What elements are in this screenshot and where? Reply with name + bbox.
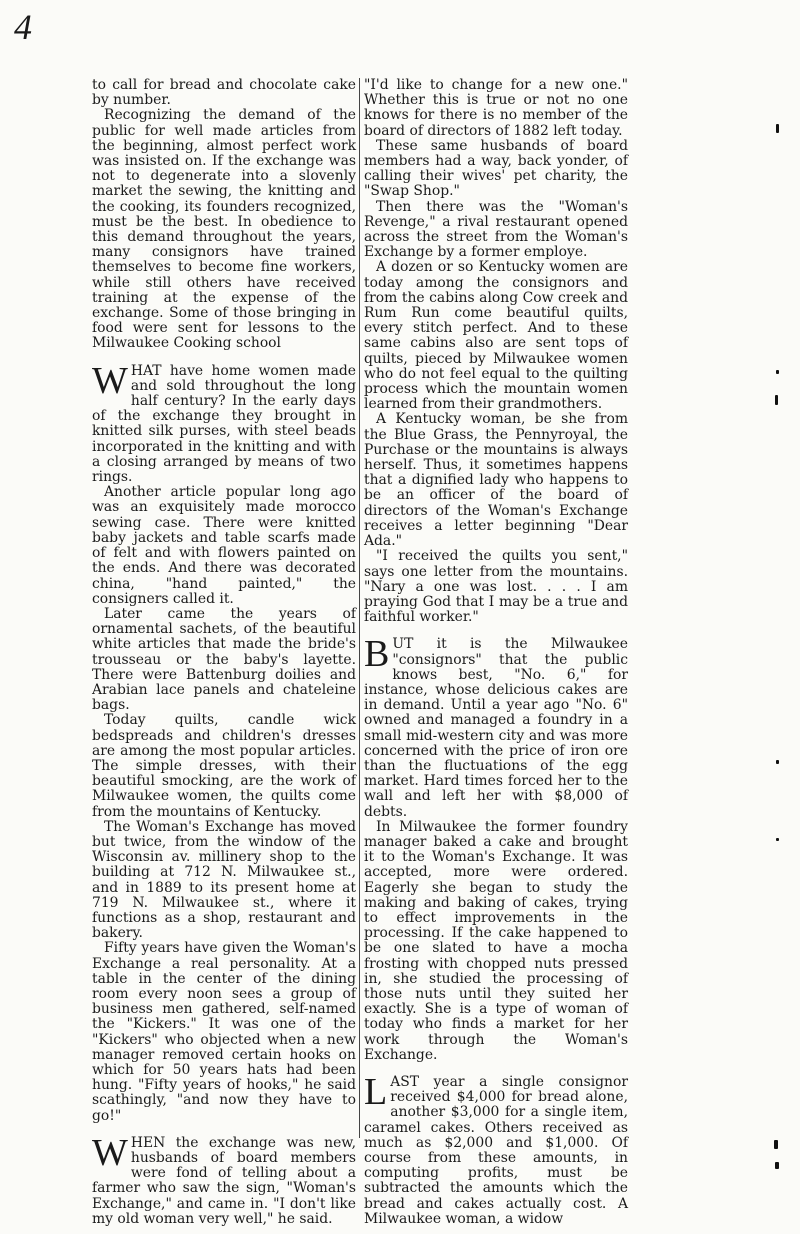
right-column [364,78,628,1227]
paragraph: to call for bread and chocolate cake by number. [92,77,356,109]
section-paragraph [364,633,628,820]
margin-mark [775,1162,779,1169]
drop-cap: W [92,359,128,402]
paragraph: Fifty years have given the Woman's Exchange a real personality. At a table in the center of the dining room every noon sees a group of business men gathered, self-named the "Kickers." It was one of the "Kickers" who objected when a new manager removed certain hooks on which for 50 years hats had been hung. "Fifty years of hooks," he said scathingly, "and now they have to go!" [92,940,356,1124]
paragraph: "I received the quilts you sent," says one letter from the mountains. "Nary a one was lost. . . . I am praying God that I may be a true and faithful worker." [364,548,628,626]
paragraph: A Kentucky woman, be she from the Blue Grass, the Pennyroyal, the Purchase or the mountains is always herself. Thus, it sometimes happens that a dignified lady who happens to be an officer of the board of directors of the Woman's Exchange receives a letter beginning "Dear Ada." [364,411,628,550]
margin-mark [774,1140,778,1149]
margin-mark [776,838,779,841]
drop-cap: B [364,633,390,676]
margin-mark [776,124,779,133]
paragraph: Another article popular long ago was an exquisitely made morocco sewing case. There were knitted baby jackets and table scarfs made of felt and with flowers painted on the ends. And there was decorated china, "hand painted," the consigners called it. [92,484,356,607]
section-paragraph [92,359,356,486]
left-column [92,78,356,1227]
paragraph: The Woman's Exchange has moved but twice, from the window of the Wisconsin av. millinery shop to the building at 712 N. Milwaukee st., and in 1889 to its present home at 719 N. Milwaukee st., where it functions as a shop, restaurant and bakery. [92,818,356,942]
paragraph: Recognizing the demand of the public for well made articles from the beginning, almost perfect work was insisted on. If the exchange was not to degenerate into a slovenly market the sewing, the knitting and the cooking, its founders recognized, must be the best. In obedience to this demand throughout the years, many consignors have trained themselves to become fine workers, while still others have received training at the expense of the exchange. Some of those bringing in food were sent for lessons to the Milwaukee Cooking school [92,107,356,352]
section-paragraph [92,1131,356,1227]
paragraph: These same husbands of board members had a way, back yonder, of calling their wives' pet charity, the "Swap Shop." [364,137,628,200]
paragraph: Later came the years of ornamental sachets, of the beautiful white articles that made the bride's trousseau or the baby's layette. There were Battenburg doilies and Arabian lace panels and chateleine bags. [92,605,356,714]
section-text: HAT have home women made and sold throughout the long half century? In the early days of the exchange they brought in knitted silk purses, with steel beads incorporated in the knitting and with a closing arranged by means of two rings. [92,362,356,486]
paragraph: Then there was the "Woman's Revenge," a rival restaurant opened across the street from the Woman's Exchange by a former employe. [364,198,628,261]
section-text: UT it is the Milwaukee "consignors" that the public knows best, "No. 6," for instance, whose delicious cakes are in demand. Until a year ago "No. 6" owned and managed a foundry in a small mid-western city and was more concerned with the price of iron ore than the fluctuations of the egg market. Hard times forced her to the wall and left her with $8,000 of debts. [364,636,628,820]
section-paragraph [364,1071,628,1227]
section-text: HEN the exchange was new, husbands of board members were fond of telling about a farmer who saw the sign, "Woman's Exchange," and came in. "I don't like my old woman very well," he said. [92,1134,356,1227]
section-text: AST year a single consignor received $4,000 for bread alone, another $3,000 for a single item, caramel cakes. Others received as much as $2,000 and $1,000. Of course from these amounts, in computing profits, must be subtracted the amounts which the bread and cakes actually cost. A Milwaukee woman, a widow [364,1074,628,1227]
paragraph: "I'd like to change for a new one." Whether this is true or not no one knows for there is no member of the board of directors of 1882 left today. [364,77,628,139]
drop-cap: L [364,1071,388,1113]
paragraph: In Milwaukee the former foundry manager baked a cake and brought it to the Woman's Exchange. It was accepted, more were ordered. Eagerly she began to study the making and baking of cakes, trying to effect improvements in the processing. If the cake happened to be one slated to have a mocha frosting with chopped nuts pressed in, she studied the processing of those nuts until they suited her exactly. She is a type of woman of today who finds a market for her work through the Woman's Exchange. [364,818,628,1063]
paragraph: A dozen or so Kentucky women are today among the consignors and from the cabins along Cow creek and Rum Run come beautiful quilts, every stitch perfect. And to these same cabins also are sent tops of quilts, pieced by Milwaukee women who do not feel equal to the quilting process which the mountain women learned from their grandmothers. [364,259,628,413]
paragraph: Today quilts, candle wick bedspreads and children's dresses are among the most popular articles. The simple dresses, with their beautiful smocking, are the work of Milwaukee women, the quilts come from the mountains of Kentucky. [92,712,356,820]
column-divider [359,78,360,1138]
margin-mark [776,370,779,374]
page-number: 4 [14,7,32,47]
margin-mark [775,395,778,405]
drop-cap: W [92,1131,128,1174]
margin-mark [776,760,779,764]
